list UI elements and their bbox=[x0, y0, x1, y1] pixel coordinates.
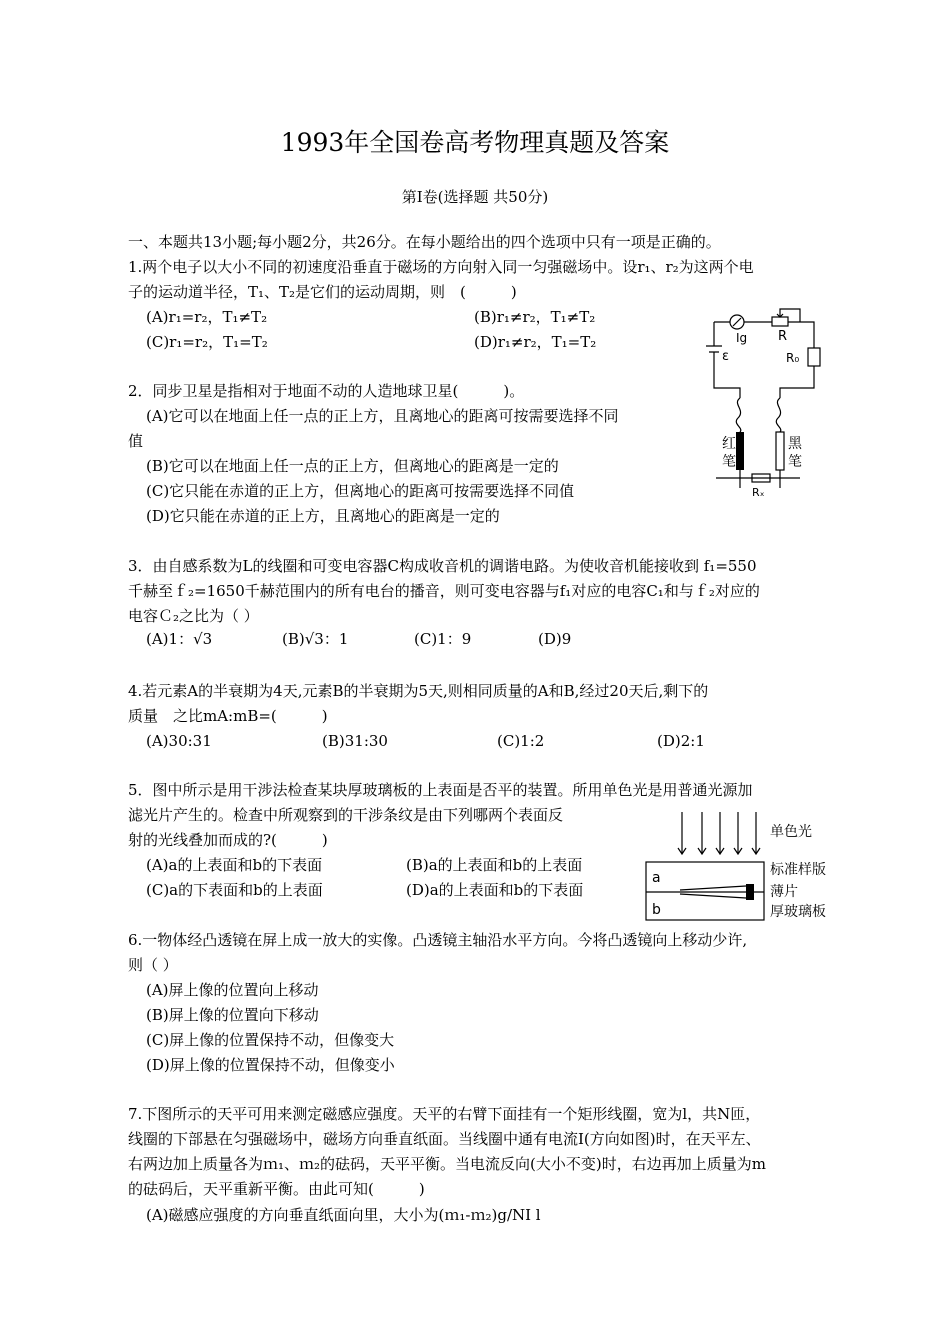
emf-label: ε bbox=[722, 349, 730, 364]
plate-b-label: b bbox=[652, 902, 661, 918]
q5-line-3: 射的光线叠加而成的?( ) bbox=[128, 831, 328, 849]
r-label: R bbox=[778, 329, 788, 344]
q3-option-b: (B)√3：1 bbox=[282, 630, 349, 648]
q5-option-a: (A)a的上表面和b的下表面 bbox=[146, 856, 323, 874]
q2-option-a-line-2: 值 bbox=[128, 432, 144, 450]
ig-label: Ig bbox=[736, 331, 748, 345]
q4-option-d: (D)2:1 bbox=[657, 732, 705, 750]
standard-plate-label: 标准样版 bbox=[770, 862, 826, 878]
thin-sheet-icon bbox=[746, 884, 754, 900]
q1-option-a: (A)r₁=r₂，T₁≠T₂ bbox=[146, 308, 268, 326]
thin-sheet-label: 薄片 bbox=[770, 884, 798, 900]
section-instructions: 一、本题共13小题;每小题2分，共26分。在每小题给出的四个选项中只有一项是正确的。 bbox=[128, 233, 721, 251]
q1-line-2: 子的运动道半径，T₁、T₂是它们的运动周期，则 ( ) bbox=[128, 283, 517, 301]
q4-option-a: (A)30:31 bbox=[146, 732, 212, 750]
red-probe-label-2: 笔 bbox=[722, 454, 736, 470]
q6-option-c: (C)屏上像的位置保持不动，但像变大 bbox=[146, 1031, 395, 1049]
interference-setup-diagram bbox=[640, 808, 840, 926]
page-title: 1993年全国卷高考物理真题及答案 bbox=[280, 128, 670, 157]
q7-option-a: (A)磁感应强度的方向垂直纸面向里，大小为(ｍ₁-ｍ₂)g/NI l bbox=[146, 1206, 541, 1224]
black-probe-label-2: 笔 bbox=[788, 454, 802, 470]
q5-option-c: (C)a的下表面和b的上表面 bbox=[146, 881, 323, 899]
ohmmeter-circuit-diagram bbox=[700, 300, 830, 500]
q2-option-a-line-1: (A)它可以在地面上任一点的正上方，且离地心的距离可按需要选择不同 bbox=[146, 407, 619, 425]
thick-glass-label: 厚玻璃板 bbox=[770, 904, 826, 920]
q2-option-c: (C)它只能在赤道的正上方，但离地心的距离可按需要选择不同值 bbox=[146, 482, 575, 500]
q3-option-d: (D)9 bbox=[538, 630, 572, 648]
q7-line-3: 右两边加上质量各为ｍ₁、ｍ₂的砝码，天平平衡。当电流反向(大小不变)时，右边再加上质量为m bbox=[128, 1155, 766, 1173]
q7-line-2: 线圈的下部悬在匀强磁场中，磁场方向垂直纸面。当线圈中通有电流I(方向如图)时，在天平左、 bbox=[128, 1130, 761, 1148]
q7-line-4: 的砝码后，天平重新平衡。由此可知( ) bbox=[128, 1180, 425, 1198]
q3-option-a: (A)1：√3 bbox=[146, 630, 213, 648]
q5-option-b: (B)a的上表面和b的上表面 bbox=[406, 856, 583, 874]
q6-line-1: 6.一物体经凸透镜在屏上成一放大的实像。凸透镜主轴沿水平方向。今将凸透镜向上移动少许, bbox=[128, 931, 748, 949]
q5-option-d: (D)a的上表面和b的下表面 bbox=[406, 881, 584, 899]
q6-option-b: (B)屏上像的位置向下移动 bbox=[146, 1006, 319, 1024]
q1-option-c: (C)r₁=r₂，T₁=T₂ bbox=[146, 333, 268, 351]
monochromatic-light-label: 单色光 bbox=[770, 824, 812, 840]
q2-line-1: 2．同步卫星是指相对于地面不动的人造地球卫星( )。 bbox=[128, 382, 525, 400]
q4-option-c: (C)1:2 bbox=[497, 732, 545, 750]
black-probe-label-1: 黑 bbox=[788, 436, 802, 452]
q2-option-b: (B)它可以在地面上任一点的正上方，但离地心的距离是一定的 bbox=[146, 457, 559, 475]
q5-line-2: 滤光片产生的。检查中所观察到的干涉条纹是由下列哪两个表面反 bbox=[128, 806, 564, 824]
red-probe-icon bbox=[736, 432, 744, 470]
q6-option-d: (D)屏上像的位置保持不动，但像变小 bbox=[146, 1056, 395, 1074]
red-probe-label-1: 红 bbox=[722, 436, 736, 452]
q5-line-1: 5．图中所示是用干涉法检查某块厚玻璃板的上表面是否平的装置。所用单色光是用普通光源加 bbox=[128, 781, 753, 799]
q3-line-1: 3．由自感系数为L的线圈和可变电容器C构成收音机的调谐电路。为使收音机能接收到 f₁=550 bbox=[128, 557, 757, 575]
r0-label: R₀ bbox=[786, 351, 800, 365]
q6-option-a: (A)屏上像的位置向上移动 bbox=[146, 981, 319, 999]
q3-line-3: 电容Ｃ₂之比为（ ） bbox=[128, 607, 259, 625]
q3-line-2: 千赫至ｆ₂=1650千赫范围内的所有电台的播音，则可变电容器与f₁对应的电容C₁和与ｆ₂对应的 bbox=[128, 582, 760, 600]
plate-a-label: a bbox=[652, 870, 661, 886]
q3-option-c: (C)1：9 bbox=[414, 630, 472, 648]
q4-line-1: 4.若元素A的半衰期为4天,元素B的半衰期为5天,则相同质量的A和B,经过20天后,剩下的 bbox=[128, 682, 709, 700]
q6-line-2: 则（ ） bbox=[128, 956, 178, 974]
q1-option-b: (B)r₁≠r₂，T₁≠T₂ bbox=[474, 308, 596, 326]
q1-option-d: (D)r₁≠r₂，T₁=T₂ bbox=[474, 333, 597, 351]
section-subtitle: 第Ⅰ卷(选择题 共50分) bbox=[401, 188, 549, 206]
rx-label: Rₓ bbox=[752, 486, 765, 499]
q7-line-1: 7.下图所示的天平可用来测定磁感应强度。天平的右臂下面挂有一个矩形线圈，宽为l，共N匝， bbox=[128, 1105, 761, 1123]
q2-option-d: (D)它只能在赤道的正上方，且离地心的距离是一定的 bbox=[146, 507, 500, 525]
q1-line-1: 1.两个电子以大小不同的初速度沿垂直于磁场的方向射入同一匀强磁场中。设r₁、r₂为这两个电 bbox=[128, 258, 754, 276]
q4-line-2: 质量 之比mA:mB=( ) bbox=[128, 707, 328, 725]
q4-option-b: (B)31:30 bbox=[322, 732, 388, 750]
